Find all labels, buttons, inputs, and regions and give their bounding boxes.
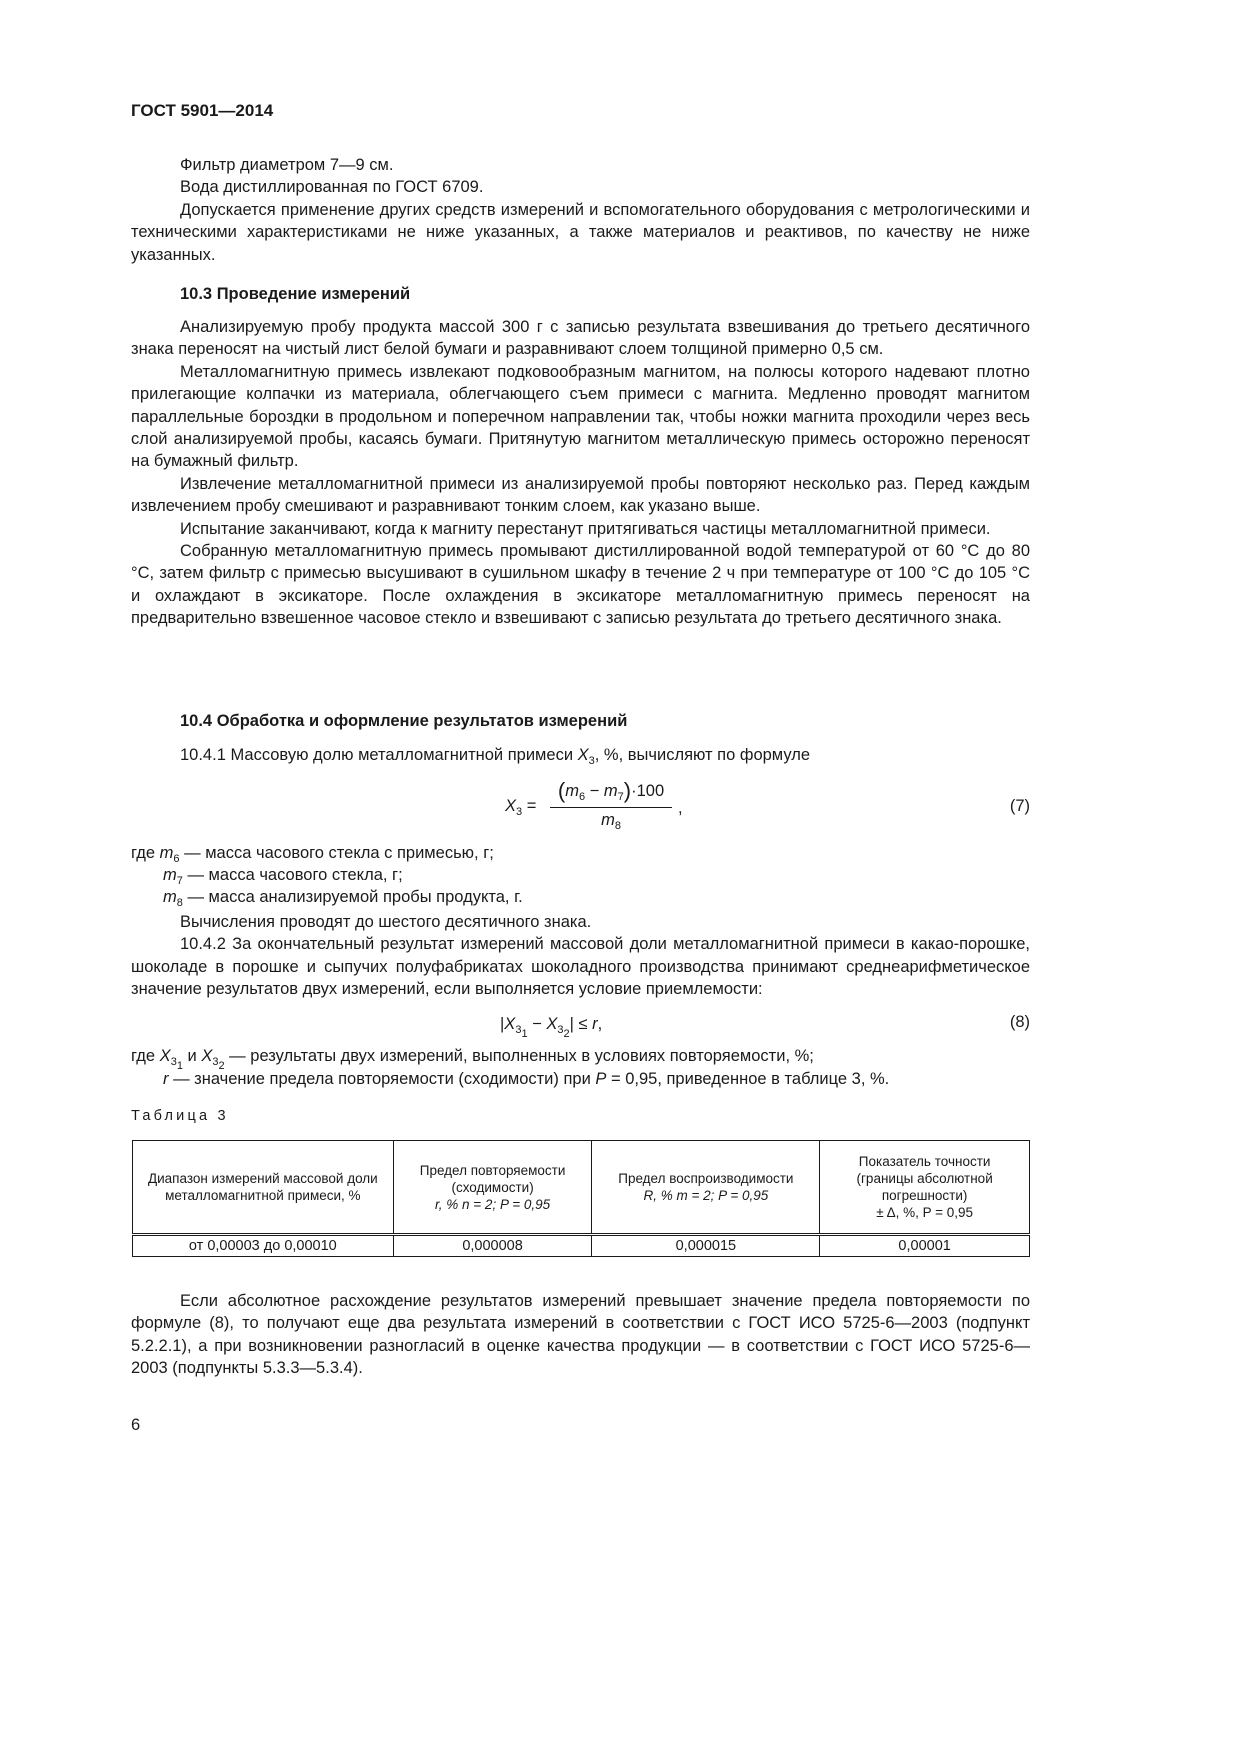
paragraph: Металломагнитную примесь извлекают подковообразным магнитом, на полюсы которого надевают плотно прилегающие колпачки из материала, облегчающего съем примеси с магнита. Медленно проводят магнитом параллельные бороздки в продольном и поперечном направлении так, чтобы ножки магнита проходили через весь слой анализируемой пробы, касаясь бумаги. Притянутую магнитом металлическую примесь осторожно переносят на бумажный фильтр. (131, 362, 1030, 471)
table-header-cell: Показатель точности (границы абсолютной погрешности) ± Δ, %, P = 0,95 (820, 1141, 1030, 1235)
paragraph: Вычисления проводят до шестого десятичного знака. (180, 913, 592, 931)
where-m7: $m_7$ — масса часового стекла, г; (163, 866, 403, 887)
document-header: ГОСТ 5901—2014 (131, 101, 274, 120)
table-header-cell: Предел воспроизводимости R, % m = 2; P = 0,95 (592, 1141, 820, 1235)
paragraph: Испытание заканчивают, когда к магниту перестанут притягиваться частицы металломагнитной примеси. (180, 519, 991, 538)
paragraph: Вода дистиллированная по ГОСТ 6709. (180, 178, 484, 197)
formula-7-number: (7) (1009, 797, 1030, 815)
paragraph: Извлечение металломагнитной примеси из анализируемой пробы повторяют несколько раз. Перед каждым извлечением пробу смешивают и разравнивают тонким слоем, как указано выше. (131, 474, 1030, 516)
closing-block (131, 1290, 1030, 1380)
table-header-cell: Диапазон измерений массовой доли металломагнитной примеси, % (133, 1141, 394, 1235)
table-cell: 0,000008 (393, 1235, 592, 1257)
table-3 (132, 1140, 1030, 1257)
paragraph: Если абсолютное расхождение результатов измерений превышает значение предела повторяемости по формуле (8), то получают еще два результата измерений в соответствии с ГОСТ ИСО 5725-6—2003 (подпункт 5.2.2.1), а при возникновении разногласий в оценке качества продукции — в соответствии с ГОСТ ИСО 5725-6—2003 (подпункты 5.3.3—5.3.4). (131, 1292, 1030, 1378)
paragraph: 10.4.2 За окончательный результат измерений массовой доли металломагнитной примеси в какао-порошке, шоколаде в порошке и сыпучих полуфабрикатах шоколадного производства принимают среднеарифметическое значение результатов двух измерений, если выполняется условие приемлемости: (131, 935, 1030, 999)
formula-8: $|X_{3_1} - X_{3_2}| \le r$, (500, 1015, 603, 1040)
formula-8-number: (8) (1009, 1013, 1030, 1031)
section-heading-10-4: 10.4 Обработка и оформление результатов измерений (180, 712, 628, 730)
where-r: r — значение предела повторяемости (сходимости) при P = 0,95, приведенное в таблице 3, %. (163, 1070, 890, 1088)
intro-block (131, 154, 1030, 266)
paragraph: Допускается применение других средств измерений и вспомогательного оборудования с метрологическими и техническими характеристиками не ниже указанных, а также материалов и реактивов, по качеству не ниже указанных. (131, 200, 1030, 264)
formula-7-denominator: $m_8$ (601, 811, 621, 832)
paragraph-10-4-1: 10.4.1 Массовую долю металломагнитной примеси $X_3$, %, вычисляют по формуле (180, 746, 811, 767)
where-m8: $m_8$ — масса анализируемой пробы продукта, г. (163, 888, 523, 909)
table-header-cell: Предел повторяемости (сходимости) r, % n = 2; P = 0,95 (393, 1141, 592, 1235)
table-cell: 0,000015 (592, 1235, 820, 1257)
section-10-3-body (131, 316, 1030, 630)
formula-7-lhs: $X_3$ = (505, 797, 537, 818)
table-row (133, 1235, 1030, 1257)
where-m6: где $m_6$ — масса часового стекла с примесью, г; (131, 844, 494, 865)
table-header-row (133, 1141, 1030, 1235)
fraction-bar (550, 807, 672, 808)
paragraph: Анализируемую пробу продукта массой 300 г с записью результата взвешивания до третьего десятичного знака переносят на чистый лист белой бумаги и разравнивают слоем толщиной примерно 0,5 см. (131, 318, 1030, 359)
formula-7-fraction (550, 778, 672, 836)
table-cell: от 0,00003 до 0,00010 (133, 1235, 394, 1257)
page-number: 6 (131, 1416, 141, 1434)
where-x31-x32: где $X_{3_1}$ и $X_{3_2}$ — результаты двух измерений, выполненных в условиях повторяемости, %; (131, 1047, 814, 1072)
paragraph: Собранную металломагнитную примесь промывают дистиллированной водой температурой от 60 °С до 80 °С, затем фильтр с примесью высушивают в сушильном шкафу в течение 2 ч при температуре от 100 °С до 105 °С и охлаждают в эксикаторе. После охлаждения в эксикаторе металломагнитную примесь переносят на предварительно взвешенное часовое стекло и взвешивают с записью результата до третьего десятичного знака. (131, 542, 1030, 628)
formula-7-comma: , (678, 799, 683, 817)
table-cell: 0,00001 (820, 1235, 1030, 1257)
section-heading-10-3: 10.3 Проведение измерений (180, 285, 411, 303)
section-10-4-body (131, 911, 1030, 1001)
table-caption: Таблица 3 (131, 1108, 229, 1124)
paragraph: Фильтр диаметром 7—9 см. (180, 156, 394, 174)
formula-7-numerator: $(m_6 - m_7)\cdot 100$ (557, 778, 665, 803)
